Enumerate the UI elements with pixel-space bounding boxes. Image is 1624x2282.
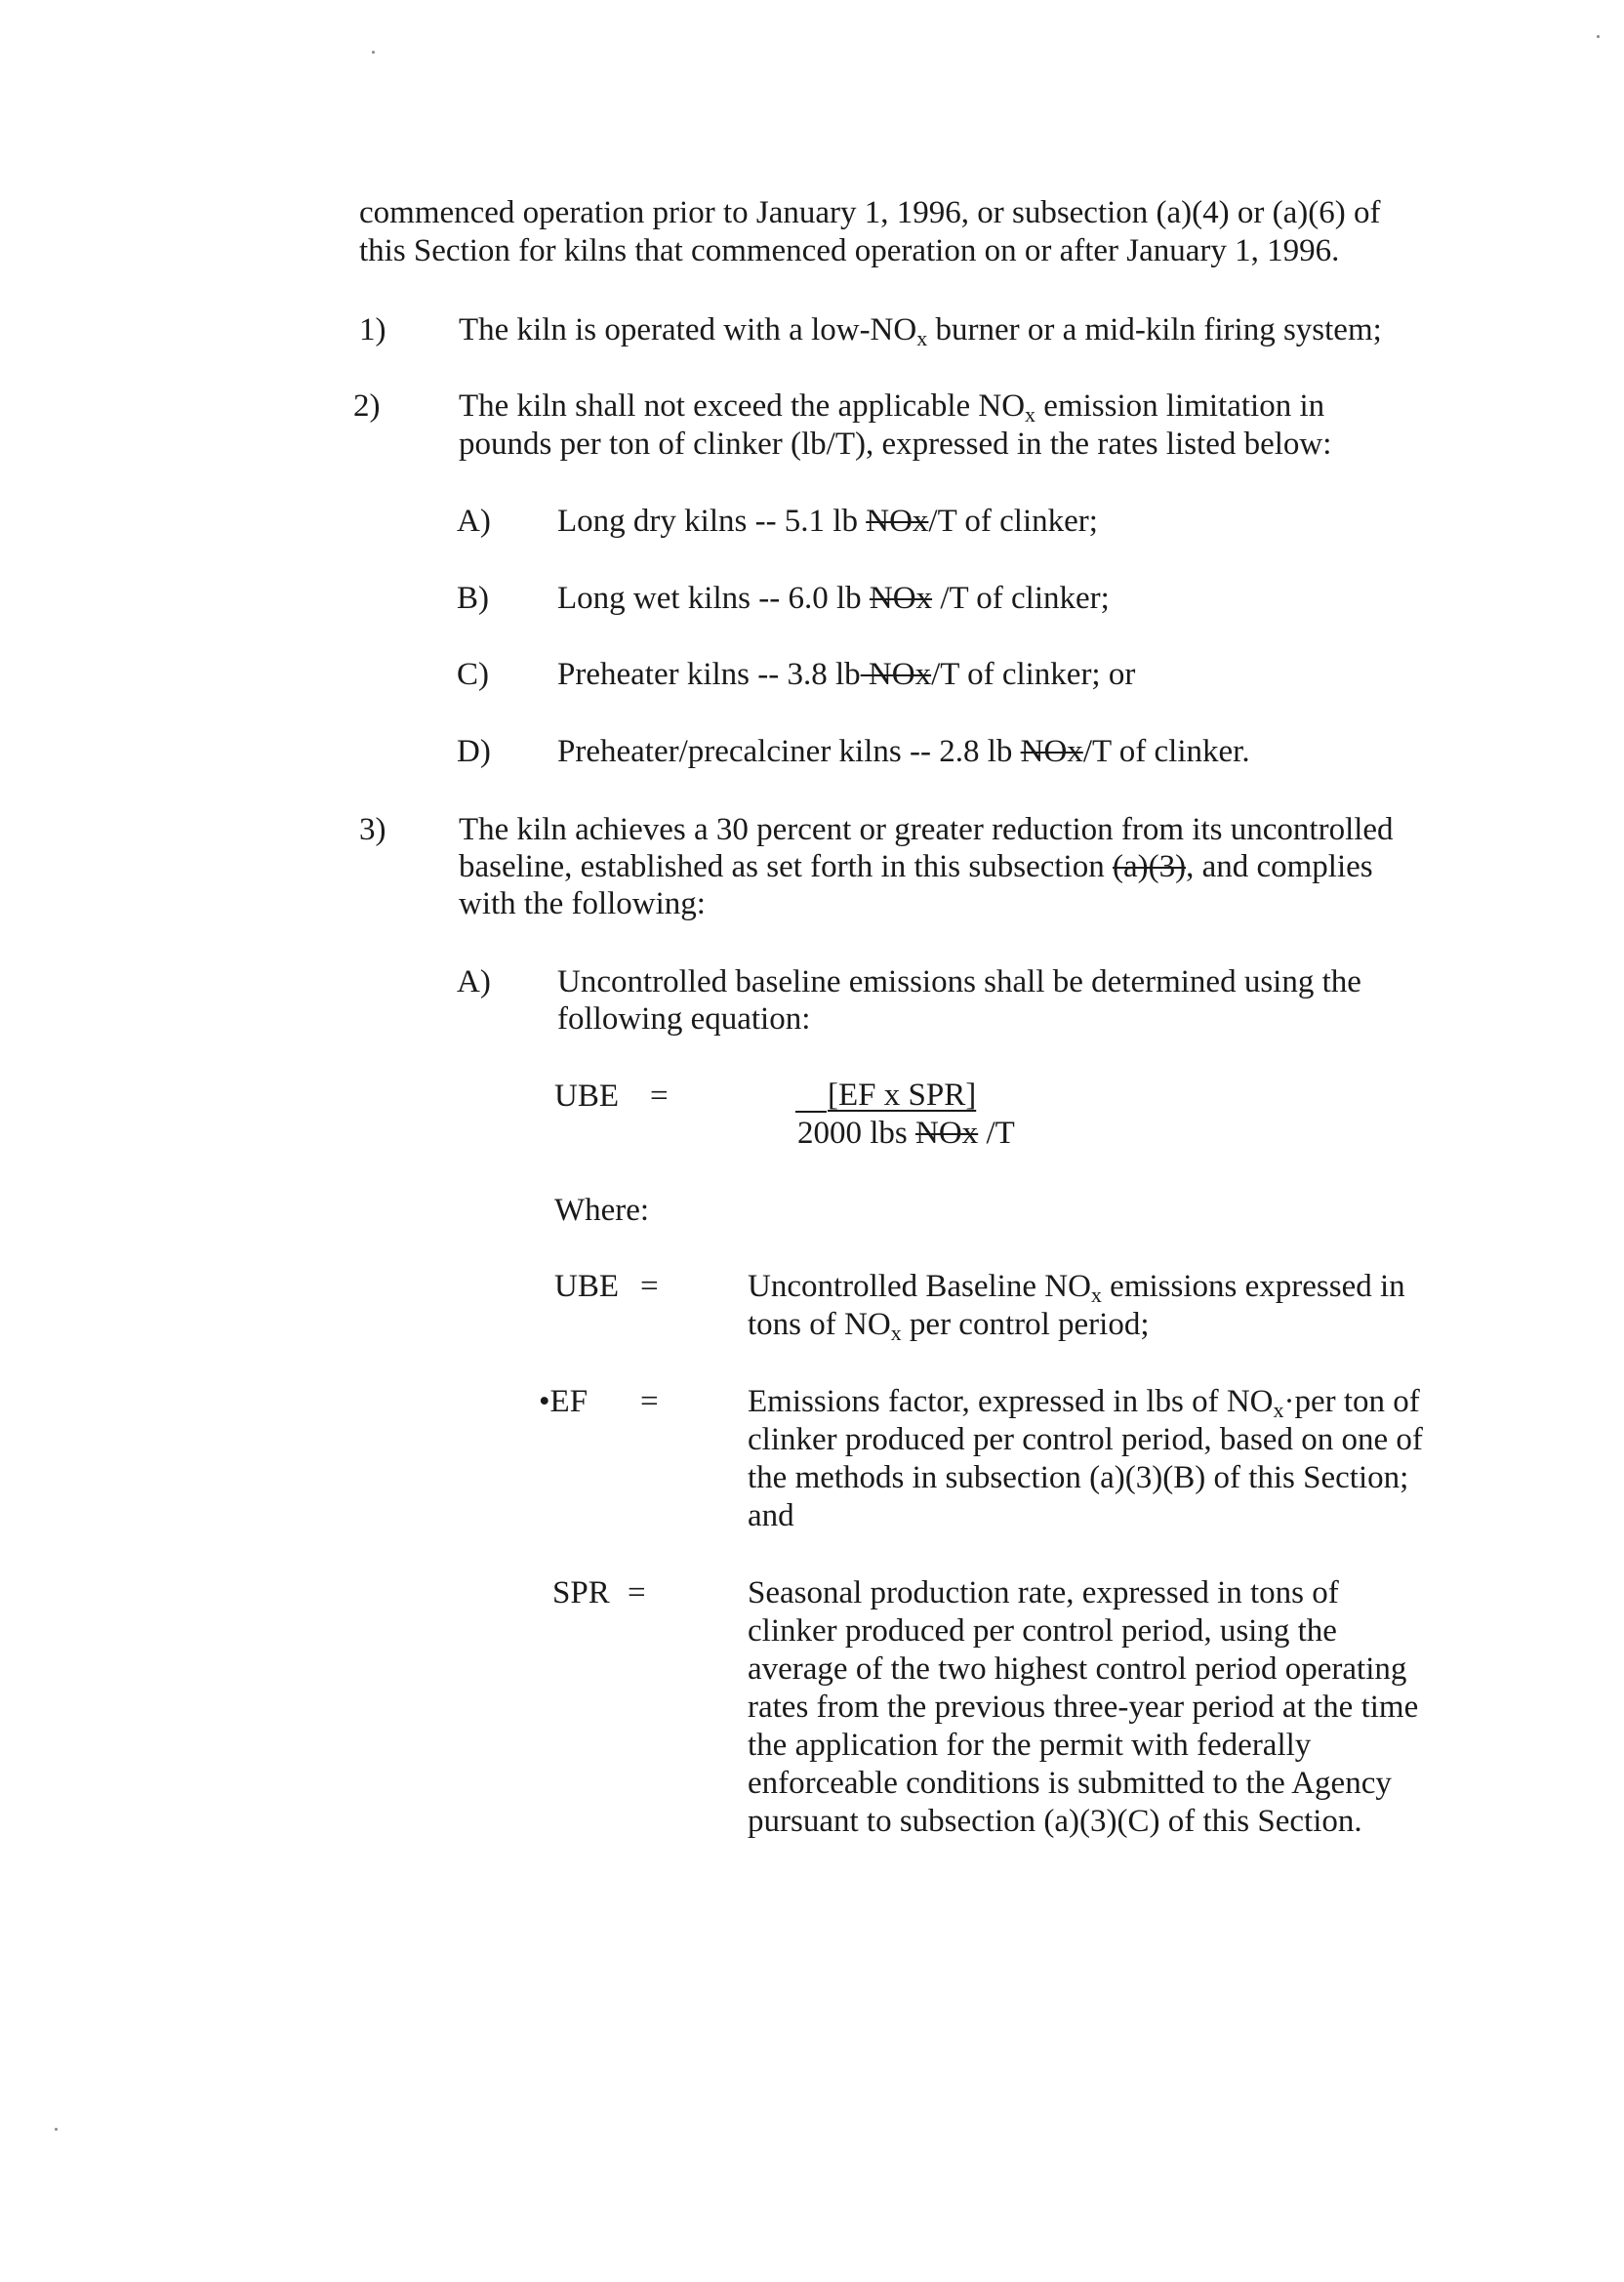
definition-spr-line-3: average of the two highest control period operating — [748, 1651, 1407, 1687]
scan-speck — [372, 51, 375, 54]
definition-spr-line-6: enforceable conditions is submitted to the Agency — [748, 1766, 1392, 1801]
definition-ef-line-4: and — [748, 1498, 794, 1533]
sub-item-c-text: Preheater kilns -- 3.8 lb NOx/T of clinker; or — [557, 657, 1136, 692]
sub-item-b-text: Long wet kilns -- 6.0 lb NOx /T of clinker; — [557, 581, 1110, 616]
sub-item-a-text: Long dry kilns -- 5.1 lb NOx/T of clinker; — [557, 504, 1098, 539]
item-1-number: 1) — [359, 312, 386, 347]
definition-term-ube: UBE — [554, 1269, 619, 1304]
equation-denominator: 2000 lbs NOx /T — [797, 1116, 1015, 1151]
definition-ube-line-1: Uncontrolled Baseline $NO_x$ emissions expressed in — [748, 1269, 1405, 1307]
sub-item-d-letter: D) — [457, 734, 491, 769]
scan-speck — [1597, 35, 1600, 38]
item-3-line-3: with the following: — [459, 886, 706, 921]
definition-term-spr: SPR — [552, 1575, 610, 1610]
item-3-sub-a-letter: A) — [457, 964, 491, 999]
definition-equals-spr: = — [628, 1575, 646, 1610]
definition-spr-line-1: Seasonal production rate, expressed in tons of — [748, 1575, 1339, 1610]
definition-spr-line-4: rates from the previous three-year period at the time — [748, 1690, 1419, 1725]
item-3-line-2: baseline, established as set forth in this subsection (a)(3), and complies — [459, 849, 1373, 884]
where-label: Where: — [554, 1193, 650, 1228]
sub-item-d-text: Preheater/precalciner kilns -- 2.8 lb NOx/T of clinker. — [557, 734, 1250, 769]
item-2-line-1: The kiln shall not exceed the applicable $NO_x$ emission limitation in — [459, 388, 1325, 427]
equation-numerator: [EF x SPR] — [828, 1078, 977, 1113]
item-3-number: 3) — [359, 812, 386, 847]
equation-equals: = — [650, 1079, 669, 1114]
sub-item-c-letter: C) — [457, 657, 489, 692]
item-2-number: 2) — [353, 388, 381, 424]
definition-spr-line-2: clinker produced per control period, using the — [748, 1613, 1337, 1649]
definition-term-ef: •EF — [539, 1384, 589, 1419]
item-3-sub-a-line-2: following equation: — [557, 1001, 811, 1037]
definition-ube-line-2: tons of $NO_x$ per control period; — [748, 1307, 1150, 1345]
scan-speck — [55, 2128, 58, 2131]
definition-ef-line-2: clinker produced per control period, based on one of — [748, 1422, 1423, 1457]
definition-equals-ef: = — [640, 1384, 659, 1419]
definition-ef-line-3: the methods in subsection (a)(3)(B) of this Section; — [748, 1460, 1409, 1495]
definition-spr-line-7: pursuant to subsection (a)(3)(C) of this Section. — [748, 1804, 1362, 1839]
item-3-line-1: The kiln achieves a 30 percent or greater reduction from its uncontrolled — [459, 812, 1394, 847]
equation-lhs: UBE — [554, 1079, 619, 1114]
numerator-rule — [795, 1111, 827, 1113]
intro-line-1: commenced operation prior to January 1, 1996, or subsection (a)(4) or (a)(6) of — [359, 195, 1381, 230]
item-3-sub-a-line-1: Uncontrolled baseline emissions shall be determined using the — [557, 964, 1361, 999]
sub-item-a-letter: A) — [457, 504, 491, 539]
item-2-line-2: pounds per ton of clinker (lb/T), expressed in the rates listed below: — [459, 427, 1332, 462]
item-1-text: The kiln is operated with a low-$NO_x$ burner or a mid-kiln firing system; — [459, 312, 1382, 350]
definition-spr-line-5: the application for the permit with federally — [748, 1728, 1312, 1763]
intro-line-2: this Section for kilns that commenced operation on or after January 1, 1996. — [359, 233, 1340, 268]
definition-equals-ube: = — [640, 1269, 659, 1304]
sub-item-b-letter: B) — [457, 581, 489, 616]
definition-ef-line-1: Emissions factor, expressed in lbs of $NO_x\cdot per$ ton of — [748, 1384, 1420, 1422]
